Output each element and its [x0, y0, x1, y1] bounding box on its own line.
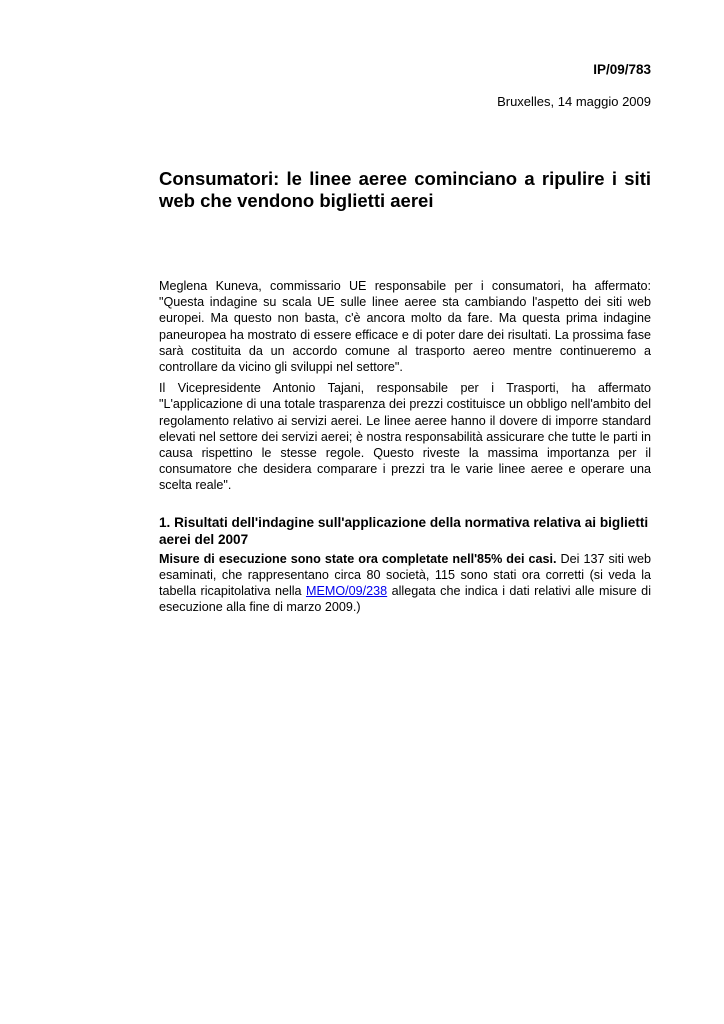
- place-and-date: Bruxelles, 14 maggio 2009: [497, 94, 651, 109]
- section-1-paragraph: [159, 551, 651, 616]
- memo-link[interactable]: MEMO/09/238: [305, 584, 388, 599]
- paragraph-kuneva-quote: Meglena Kuneva, commissario UE responsabile per i consumatori, ha affermato: "Questa indagine su scala UE sulle linee aeree sta cambiando l'aspetto dei siti web europei. Ma questo non basta, c'è ancora molto da fare. Ma questa prima indagine paneuropea ha mostrato di essere efficace e di poter dare dei risultati. La prossima fase sarà costituita da un accordo comune al trasporto aereo mentre continueremo a controllare da vicino gli sviluppi nel settore".: [159, 279, 651, 375]
- press-release-reference: IP/09/783: [593, 62, 651, 77]
- document-title: Consumatori: le linee aeree cominciano a ripulire i siti web che vendono biglietti aerei: [159, 168, 651, 211]
- paragraph-tajani-quote: Il Vicepresidente Antonio Tajani, responsabile per i Trasporti, ha affermato "L'applicazione di una totale trasparenza dei prezzi costituisce un obbligo nell'ambito del regolamento relativo ai servizi aerei. Le linee aeree hanno il dovere di imporre standard elevati nel settore dei servizi aerei; è nostra responsabilità assicurare che tutte le parti in causa rispettino le stesse regole. Questo riveste la massima importanza per il consumatore che desidera comparare i prezzi tra le varie linee aeree e operare una scelta reale".: [159, 381, 651, 493]
- document-body: [159, 278, 651, 620]
- section-1-text-after-link: allegata che indica i dati relativi alle misure di esecuzione alla fine di marzo 2009.): [159, 584, 651, 615]
- section-1-lead-bold: Misure di esecuzione sono state ora completate nell'85% dei casi.: [159, 551, 557, 566]
- section-1-heading: 1. Risultati dell'indagine sull'applicazione della normativa relativa ai biglietti aerei del 2007: [159, 514, 649, 547]
- section-1-text-before-link: Dei 137 siti web esaminati, che rappresentano circa 80 società, 115 sono stati ora corretti (si veda la tabella ricapitolativa nella: [159, 551, 651, 599]
